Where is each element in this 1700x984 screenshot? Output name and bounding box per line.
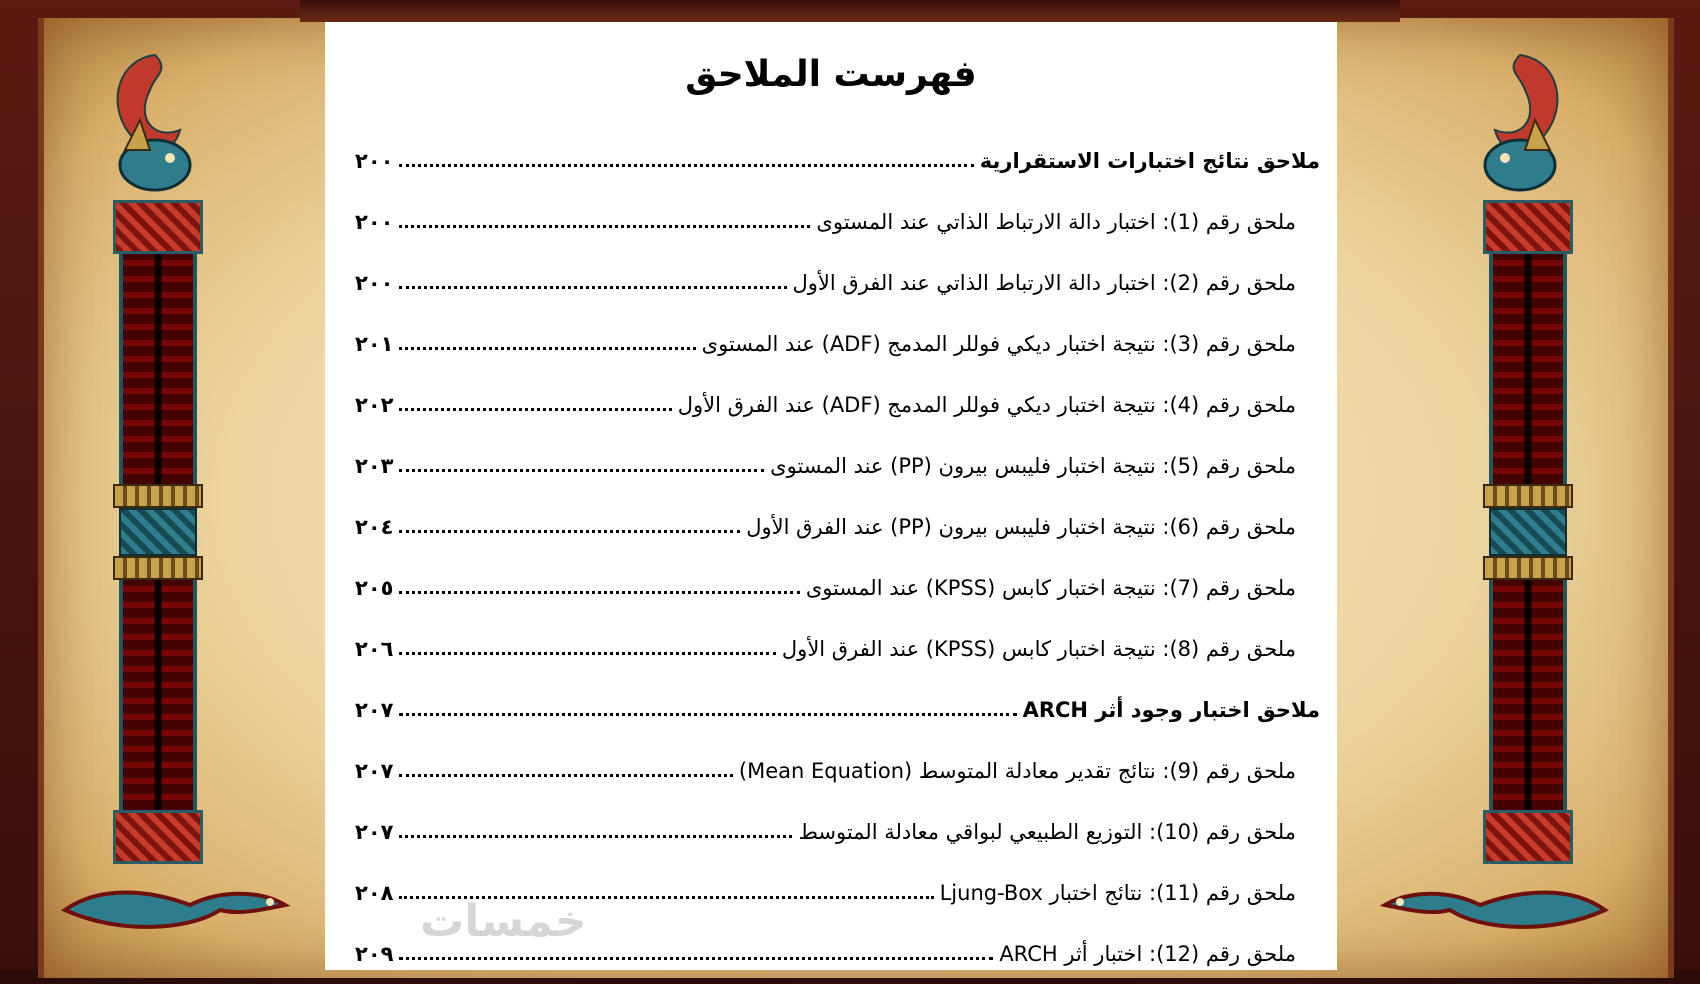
toc-page-number: ٢٠٣ bbox=[355, 453, 394, 478]
toc-entry-row[interactable] bbox=[355, 557, 1320, 618]
peacock-ornament-icon bbox=[95, 50, 195, 200]
toc-label: ملحق رقم (2): اختبار دالة الارتباط الذاتي عند الفرق الأول bbox=[792, 270, 1296, 295]
toc-page-number: ٢٠٧ bbox=[355, 819, 394, 844]
toc-page-number: ٢٠٨ bbox=[355, 880, 394, 905]
toc-label: ملحق رقم (12): اختبار أثر ARCH bbox=[999, 941, 1296, 966]
toc-entry-row[interactable] bbox=[355, 496, 1320, 557]
toc-label: ملحق رقم (9): نتائج تقدير معادلة المتوسط (Mean Equation) bbox=[738, 758, 1296, 783]
toc-label: ملحق رقم (8): نتيجة اختبار كابس (KPSS) عند الفرق الأول bbox=[781, 636, 1296, 661]
toc-page-number: ٢٠٢ bbox=[355, 392, 394, 417]
toc-section-row[interactable] bbox=[355, 130, 1320, 191]
toc-entry-row[interactable] bbox=[355, 435, 1320, 496]
toc-page-number: ٢٠٤ bbox=[355, 514, 394, 539]
toc-label: ملاحق نتائج اختبارات الاستقرارية bbox=[979, 148, 1320, 173]
toc-leader-dots bbox=[399, 406, 671, 411]
toc-entry-row[interactable] bbox=[355, 801, 1320, 862]
table-of-contents bbox=[355, 130, 1320, 984]
toc-leader-dots bbox=[399, 528, 740, 533]
bird-ornament-icon bbox=[1380, 880, 1610, 940]
toc-leader-dots bbox=[399, 589, 799, 594]
left-pillar bbox=[113, 200, 203, 864]
scroll-top-edge bbox=[300, 0, 1400, 22]
watermark: خمسات bbox=[420, 896, 587, 947]
toc-label: ملحق رقم (11): نتائج اختبار Ljung-Box bbox=[939, 880, 1296, 905]
toc-leader-dots bbox=[399, 711, 1016, 716]
toc-entry-row[interactable] bbox=[355, 252, 1320, 313]
toc-page-number: ٢٠٩ bbox=[355, 941, 394, 966]
document-page bbox=[325, 22, 1337, 970]
toc-page-number: ٢٠٧ bbox=[355, 758, 394, 783]
toc-entry-row[interactable] bbox=[355, 374, 1320, 435]
toc-page-number: ٢٠٠ bbox=[355, 148, 394, 173]
toc-leader-dots bbox=[399, 772, 732, 777]
toc-page-number: ٢٠٠ bbox=[355, 270, 394, 295]
toc-label: ملاحق اختبار وجود أثر ARCH bbox=[1022, 697, 1320, 722]
toc-label: ملحق رقم (7): نتيجة اختبار كابس (KPSS) عند المستوى bbox=[805, 575, 1296, 600]
toc-label: ملحق رقم (3): نتيجة اختبار ديكي فوللر المدمج (ADF) عند المستوى bbox=[701, 331, 1296, 356]
toc-page-number: ٢٠٦ bbox=[355, 636, 394, 661]
toc-leader-dots bbox=[399, 345, 695, 350]
toc-entry-row[interactable] bbox=[355, 191, 1320, 252]
toc-leader-dots bbox=[399, 467, 764, 472]
toc-label: ملحق رقم (6): نتيجة اختبار فليبس بيرون (PP) عند الفرق الأول bbox=[746, 514, 1296, 539]
toc-page-number: ٢٠٠ bbox=[355, 209, 394, 234]
peacock-ornament-icon bbox=[1480, 50, 1580, 200]
toc-entry-row[interactable] bbox=[355, 740, 1320, 801]
toc-label: ملحق رقم (10): التوزيع الطبيعي لبواقي معادلة المتوسط bbox=[798, 819, 1296, 844]
toc-page-number: ٢٠٥ bbox=[355, 575, 394, 600]
toc-label: ملحق رقم (4): نتيجة اختبار ديكي فوللر المدمج (ADF) عند الفرق الأول bbox=[677, 392, 1296, 417]
toc-leader-dots bbox=[399, 162, 973, 167]
page-title: فهرست الملاحق bbox=[685, 54, 977, 95]
toc-leader-dots bbox=[399, 650, 775, 655]
toc-label: ملحق رقم (5): نتيجة اختبار فليبس بيرون (PP) عند المستوى bbox=[770, 453, 1296, 478]
toc-leader-dots bbox=[399, 955, 993, 960]
toc-section-row[interactable] bbox=[355, 679, 1320, 740]
bird-ornament-icon bbox=[60, 880, 290, 940]
toc-page-number: ٢٠١ bbox=[355, 331, 394, 356]
toc-leader-dots bbox=[399, 223, 810, 228]
toc-entry-row[interactable] bbox=[355, 313, 1320, 374]
toc-entry-row[interactable] bbox=[355, 618, 1320, 679]
toc-label: ملحق رقم (1): اختبار دالة الارتباط الذاتي عند المستوى bbox=[816, 209, 1296, 234]
toc-leader-dots bbox=[399, 833, 792, 838]
toc-leader-dots bbox=[399, 284, 786, 289]
toc-page-number: ٢٠٧ bbox=[355, 697, 394, 722]
right-pillar bbox=[1483, 200, 1573, 864]
